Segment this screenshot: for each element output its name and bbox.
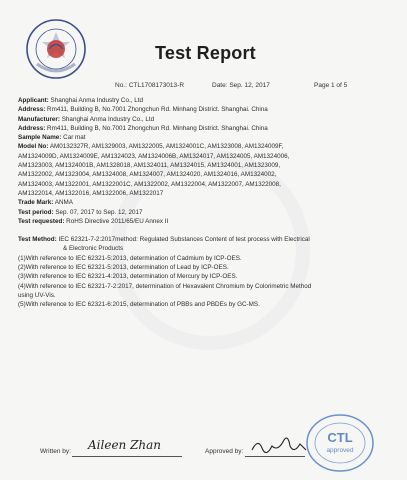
model-line: AM1324003, AM1322001, AM1322001C, AM1322002, AM1322004, AM1322007, AM1322008, xyxy=(18,180,281,188)
test-requested-label: Test requested: xyxy=(18,217,65,225)
company-seal-logo xyxy=(25,18,87,80)
test-requested-value: RoHS Directive 2011/65/EU Annex II xyxy=(66,217,169,225)
svg-text:approved: approved xyxy=(326,447,354,454)
method-item: (5)With reference to IEC 62321-6:2015, determination of PBBs and PBDEs by GC-MS. xyxy=(18,301,260,309)
method-item: (4)With reference to IEC 62321-7-2:2017, determination of Hexavalent Chromium by Colorimetric Method xyxy=(18,282,312,290)
trademark-label: Trade Mark: xyxy=(18,199,54,207)
model-label: Model No: xyxy=(18,143,49,151)
signature-line xyxy=(72,456,182,457)
test-method-label: Test Method: xyxy=(18,236,57,244)
page-number: Page 1 of 5 xyxy=(314,82,348,89)
manufacturer-row xyxy=(18,115,388,124)
model-line: AM1324009D, AM1324009E, AM1324023, AM1324006B, AM1324017, AM1324005, AM1324006, xyxy=(18,152,290,160)
svg-text:CTL: CTL xyxy=(327,430,353,445)
test-period-row xyxy=(18,208,388,217)
applicant-label: Applicant: xyxy=(18,97,49,104)
method-item: (1)With reference to IEC 62321-5:2013, determination of Cadmium by ICP-OES. xyxy=(18,254,242,262)
method-item: (2)With reference to IEC 62321-5:2013, determination of Lead by ICP-OES. xyxy=(18,264,229,272)
model-line: AM0132327R, AM1329003, AM1322005, AM1324001C, AM1323008, AM1324009F, xyxy=(49,143,284,151)
applicant-value: Shanghai Anma Industry Co., Ltd xyxy=(50,97,143,104)
model-line: AM1322014, AM1322016, AM1322006, AM1322017 xyxy=(18,189,164,197)
applicant-row xyxy=(18,96,388,105)
written-by-signature: Aileen Zhan xyxy=(88,438,162,452)
report-date: Date: Sep. 12, 2017 xyxy=(212,82,270,89)
manufacturer-label: Manufacturer: xyxy=(18,115,60,123)
test-method-row xyxy=(18,235,388,244)
trademark-row xyxy=(18,198,388,207)
model-line: AM1322002, AM1323004, AM1324008, AM1324007, AM1324020, AM1324016, AM1324002, xyxy=(18,171,277,179)
model-line: AM1323003, AM1324001B, AM1328018, AM1324011, AM1324015, AM1324001, AM1323009, xyxy=(18,162,281,170)
approved-by-signature xyxy=(250,432,310,458)
model-row xyxy=(18,142,388,151)
manufacturer-address-value: Rm411, Building B, No.7001 Zhongchun Rd. Minhang District. Shanghai. China xyxy=(47,124,268,132)
sample-label: Sample Name: xyxy=(18,134,62,142)
sample-row xyxy=(18,133,388,142)
method-item: (3)With reference to IEC 62321-4:2013, determination of Mercury by ICP-OES. xyxy=(18,273,238,281)
spacer xyxy=(18,226,388,235)
test-method-line: & Electronic Products xyxy=(63,245,124,253)
manufacturer-address-row xyxy=(18,124,388,133)
manufacturer-address-label: Address: xyxy=(18,124,46,132)
written-by-label: Written by: xyxy=(40,448,71,455)
page-title: Test Report xyxy=(155,43,256,63)
test-period-value: Sep. 07, 2017 to Sep. 12, 2017 xyxy=(55,208,143,216)
test-method-value: IEC 62321-7-2:2017method: Regulated Substances Content of test process with Electrical xyxy=(58,236,310,244)
manufacturer-value: Shanghai Anma Industry Co., Ltd xyxy=(61,115,155,123)
address-value: Rm411, Building B, No.7001 Zhongchun Rd. Minhang District. Shanghai. China xyxy=(47,106,268,114)
address-label: Address: xyxy=(18,106,46,114)
approved-by-label: Approved by: xyxy=(205,448,244,455)
signature-line xyxy=(245,456,305,457)
report-number: No.: CTL1708173013-R xyxy=(115,82,185,89)
test-requested-row xyxy=(18,217,388,226)
trademark-value: ANMA xyxy=(54,199,73,207)
test-period-label: Test period: xyxy=(18,208,54,216)
address-row xyxy=(18,105,388,114)
report-body xyxy=(18,96,388,310)
approval-stamp xyxy=(305,412,375,474)
method-item: using UV-Vis. xyxy=(18,291,56,299)
sample-value: Car mat xyxy=(63,134,86,142)
